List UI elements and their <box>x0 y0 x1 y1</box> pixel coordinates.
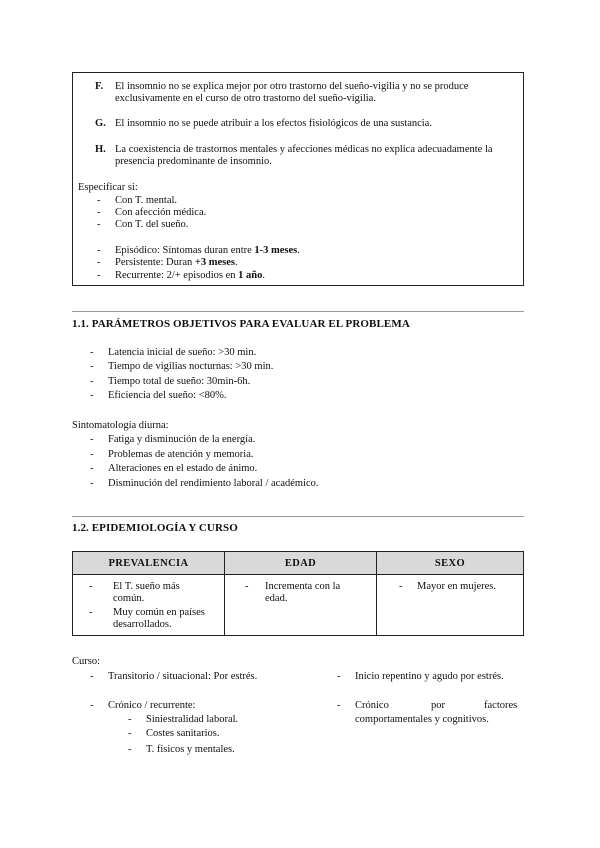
criterion-letter: G. <box>95 118 106 129</box>
diurnal-label: Sintomatología diurna: <box>72 420 169 431</box>
table-header: SEXO <box>377 552 524 575</box>
bullet-dash: - <box>97 219 101 230</box>
course-type-text: Episódico: Síntomas duran entre <box>115 245 255 256</box>
bullet-dash: - <box>89 607 93 618</box>
criterion-letter: F. <box>95 81 104 92</box>
course-subitem: Siniestralidad laboral. <box>146 714 239 725</box>
bullet-dash: - <box>90 376 94 387</box>
course-subitem: T. físicos y mentales. <box>146 744 235 755</box>
course-type-duration: 1-3 meses <box>254 245 298 256</box>
course-label: Curso: <box>72 656 101 667</box>
bullet-dash: - <box>245 581 249 592</box>
bullet-dash: - <box>90 700 94 711</box>
criterion-letter: H. <box>95 144 106 155</box>
parameter-item: Tiempo total de sueño: 30min-6h. <box>108 376 251 387</box>
course-subitem: Costes sanitarios. <box>146 728 220 739</box>
section-divider <box>72 516 524 517</box>
course-item-continuation: comportamentales y cognitivos. <box>355 714 489 725</box>
course-item: Transitorio / situacional: Por estrés. <box>108 671 258 682</box>
prevalence-line: común. <box>113 593 145 604</box>
section-title: 1.1. PARÁMETROS OBJETIVOS PARA EVALUAR EL PROBLEMA <box>72 318 410 330</box>
bullet-dash: - <box>90 449 94 460</box>
course-item-word: factores <box>484 700 518 711</box>
criteria-box <box>72 72 524 286</box>
bullet-dash: - <box>90 671 94 682</box>
section-divider <box>72 311 524 312</box>
parameter-item: Latencia inicial de sueño: >30 min. <box>108 347 257 358</box>
bullet-dash: - <box>90 434 94 445</box>
bullet-dash: - <box>90 361 94 372</box>
course-item-word: Crónico <box>355 700 389 711</box>
bullet-dash: - <box>97 195 101 206</box>
table-header: PREVALENCIA <box>73 552 225 575</box>
criterion-text: El insomnio no se explica mejor por otro trastorno del sueño-vigilia y no se produce exclusivamente en el curso de otro trastorno del sueño-vigilia. <box>115 81 469 104</box>
course-type-end: . <box>297 245 300 256</box>
bullet-dash: - <box>97 207 101 218</box>
section-title: 1.2. EPIDEMIOLOGÍA Y CURSO <box>72 522 238 534</box>
course-type-end: . <box>235 257 238 268</box>
bullet-dash: - <box>90 478 94 489</box>
prevalence-cell <box>73 575 225 636</box>
specify-label: Especificar si: <box>78 182 138 193</box>
bullet-dash: - <box>97 245 101 256</box>
bullet-dash: - <box>90 463 94 474</box>
sex-line: Mayor en mujeres. <box>417 581 497 592</box>
course-item: Inicio repentino y agudo por estrés. <box>355 671 504 682</box>
diurnal-item: Disminución del rendimiento laboral / académico. <box>108 478 319 489</box>
course-type-duration: +3 meses <box>194 257 236 268</box>
course-item: Crónico / recurrente: <box>108 700 196 711</box>
course-type-item <box>115 257 238 269</box>
bullet-dash: - <box>97 257 101 268</box>
diurnal-item: Alteraciones en el estado de ánimo. <box>108 463 258 474</box>
bullet-dash: - <box>337 700 341 711</box>
sex-cell <box>377 575 524 636</box>
prevalence-line: El T. sueño más <box>113 581 180 592</box>
parameter-item: Tiempo de vigilias nocturnas: >30 min. <box>108 361 274 372</box>
age-line: edad. <box>265 593 288 604</box>
course-type-end: . <box>262 270 265 281</box>
diurnal-item: Problemas de atención y memoria. <box>108 449 254 460</box>
age-cell <box>225 575 377 636</box>
criterion-text: El insomnio no se puede atribuir a los efectos fisiológicos de una sustancia. <box>115 118 432 129</box>
bullet-dash: - <box>337 671 341 682</box>
age-line: Incrementa con la <box>265 581 341 592</box>
course-type-item <box>115 270 265 282</box>
bullet-dash: - <box>128 728 132 739</box>
course-type-duration: 1 año <box>238 270 263 281</box>
bullet-dash: - <box>128 714 132 725</box>
specify-item: Con T. mental. <box>115 195 178 206</box>
table-header: EDAD <box>225 552 377 575</box>
criterion-text: La coexistencia de trastornos mentales y afecciones médicas no explica adecuadamente la presencia predominante de insomnio. <box>115 144 493 167</box>
prevalence-line: desarrollados. <box>113 619 172 630</box>
course-type-text: Persistente: Duran <box>115 257 195 268</box>
diurnal-item: Fatiga y disminución de la energía. <box>108 434 256 445</box>
parameter-item: Eficiencia del sueño: <80%. <box>108 390 227 401</box>
bullet-dash: - <box>90 390 94 401</box>
course-item-word: por <box>431 700 445 711</box>
specify-item: Con T. del sueño. <box>115 219 189 230</box>
bullet-dash: - <box>399 581 403 592</box>
bullet-dash: - <box>90 347 94 358</box>
course-type-item <box>115 245 300 257</box>
bullet-dash: - <box>128 744 132 755</box>
course-type-text: Recurrente: 2/+ episodios en <box>115 270 239 281</box>
specify-item: Con afección médica. <box>115 207 207 218</box>
prevalence-line: Muy común en países <box>113 607 205 618</box>
epidemiology-table <box>72 551 524 636</box>
bullet-dash: - <box>89 581 93 592</box>
bullet-dash: - <box>97 270 101 281</box>
